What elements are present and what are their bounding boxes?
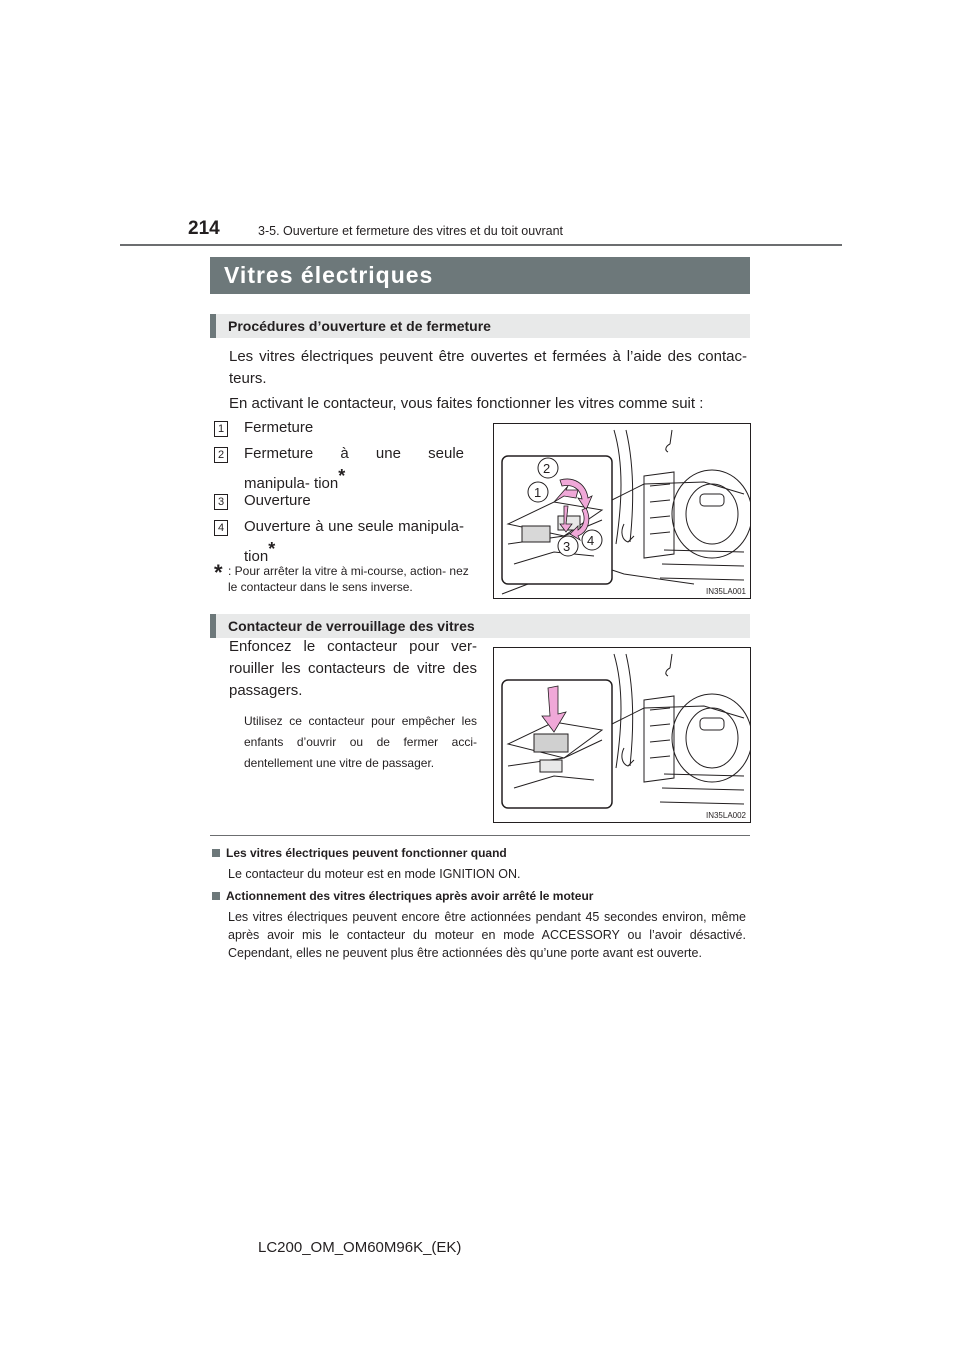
section-heading-procedures: [210, 314, 750, 338]
lock-switch-paragraph: Enfoncez le contacteur pour ver- rouiller les contacteurs de vitre des passagers.: [229, 638, 477, 699]
list-item-text: Ouverture à une seule manipula- tion: [244, 518, 464, 565]
list-item-text: Ouverture: [244, 492, 311, 509]
header-rule: [120, 244, 842, 246]
bullet-square-icon: [212, 892, 220, 900]
section-heading-text: Procédures d’ouverture et de fermeture: [228, 318, 491, 334]
footnote-star: *: [338, 466, 346, 486]
list-item-text: Fermeture: [244, 419, 314, 436]
list-item-text: Fermeture à une seule manipula- tion: [244, 445, 464, 492]
list-item: [244, 417, 464, 439]
callout-1: 1: [534, 485, 542, 500]
section-heading-text: Contacteur de verrouillage des vitres: [228, 618, 475, 634]
figure-window-switches: [493, 423, 751, 599]
list-item: [244, 490, 464, 512]
footnote-text: : Pour arrêter la vitre à mi-course, action- nez le contacteur dans le sens inverse.: [228, 564, 469, 594]
figure-code: IN35LA002: [705, 811, 746, 820]
list-item: [244, 516, 464, 568]
callout-2: 2: [543, 461, 551, 476]
note-body: Le contacteur du moteur est en mode IGNITION ON.: [228, 867, 521, 881]
item-number-badge: 4: [214, 520, 228, 536]
dashboard-illustration: [494, 424, 750, 598]
document-code: LC200_OM_OM60M96K_(EK): [258, 1239, 462, 1256]
page-title: Vitres électriques: [224, 262, 434, 288]
note-body: Les vitres électriques peuvent encore être actionnées pendant 45 secondes environ, même après avoir mis le contacteur du moteur en mode ACCESSORY ou l’avoir désactivé. Cependant, elles ne peuvent plus être actionnées dès qu’une porte avant est ouverte.: [228, 910, 746, 960]
dashboard-illustration: [494, 648, 750, 822]
item-number-badge: 3: [214, 494, 228, 510]
lock-switch-note: Utilisez ce contacteur pour empêcher les enfants d’ouvrir ou de fermer acci- dentellement une vitre de passager.: [244, 714, 477, 770]
callout-3: 3: [563, 539, 571, 554]
running-head: 3-5. Ouverture et fermeture des vitres et du toit ouvrant: [258, 224, 564, 238]
item-number-badge: 1: [214, 421, 228, 437]
callout-4: 4: [587, 533, 595, 548]
bullet-square-icon: [212, 849, 220, 857]
footnote-marker: *: [214, 560, 223, 585]
intro-paragraph-2: En activant le contacteur, vous faites fonctionner les vitres comme suit :: [229, 395, 704, 412]
section-heading-lock-switch: [210, 614, 750, 638]
list-item: [244, 443, 464, 495]
title-bar: [210, 257, 750, 294]
footnote-star: *: [268, 539, 276, 559]
figure-lock-switch: [493, 647, 751, 823]
intro-paragraph: Les vitres électriques peuvent être ouvertes et fermées à l’aide des contac- teurs.: [229, 348, 747, 387]
note-title: Actionnement des vitres électriques après avoir arrêté le moteur: [226, 889, 594, 903]
notes-rule: [210, 835, 750, 836]
page-number: 214: [188, 218, 220, 239]
item-number-badge: 2: [214, 447, 228, 463]
figure-code: IN35LA001: [705, 587, 746, 596]
note-title: Les vitres électriques peuvent fonctionner quand: [226, 846, 507, 860]
